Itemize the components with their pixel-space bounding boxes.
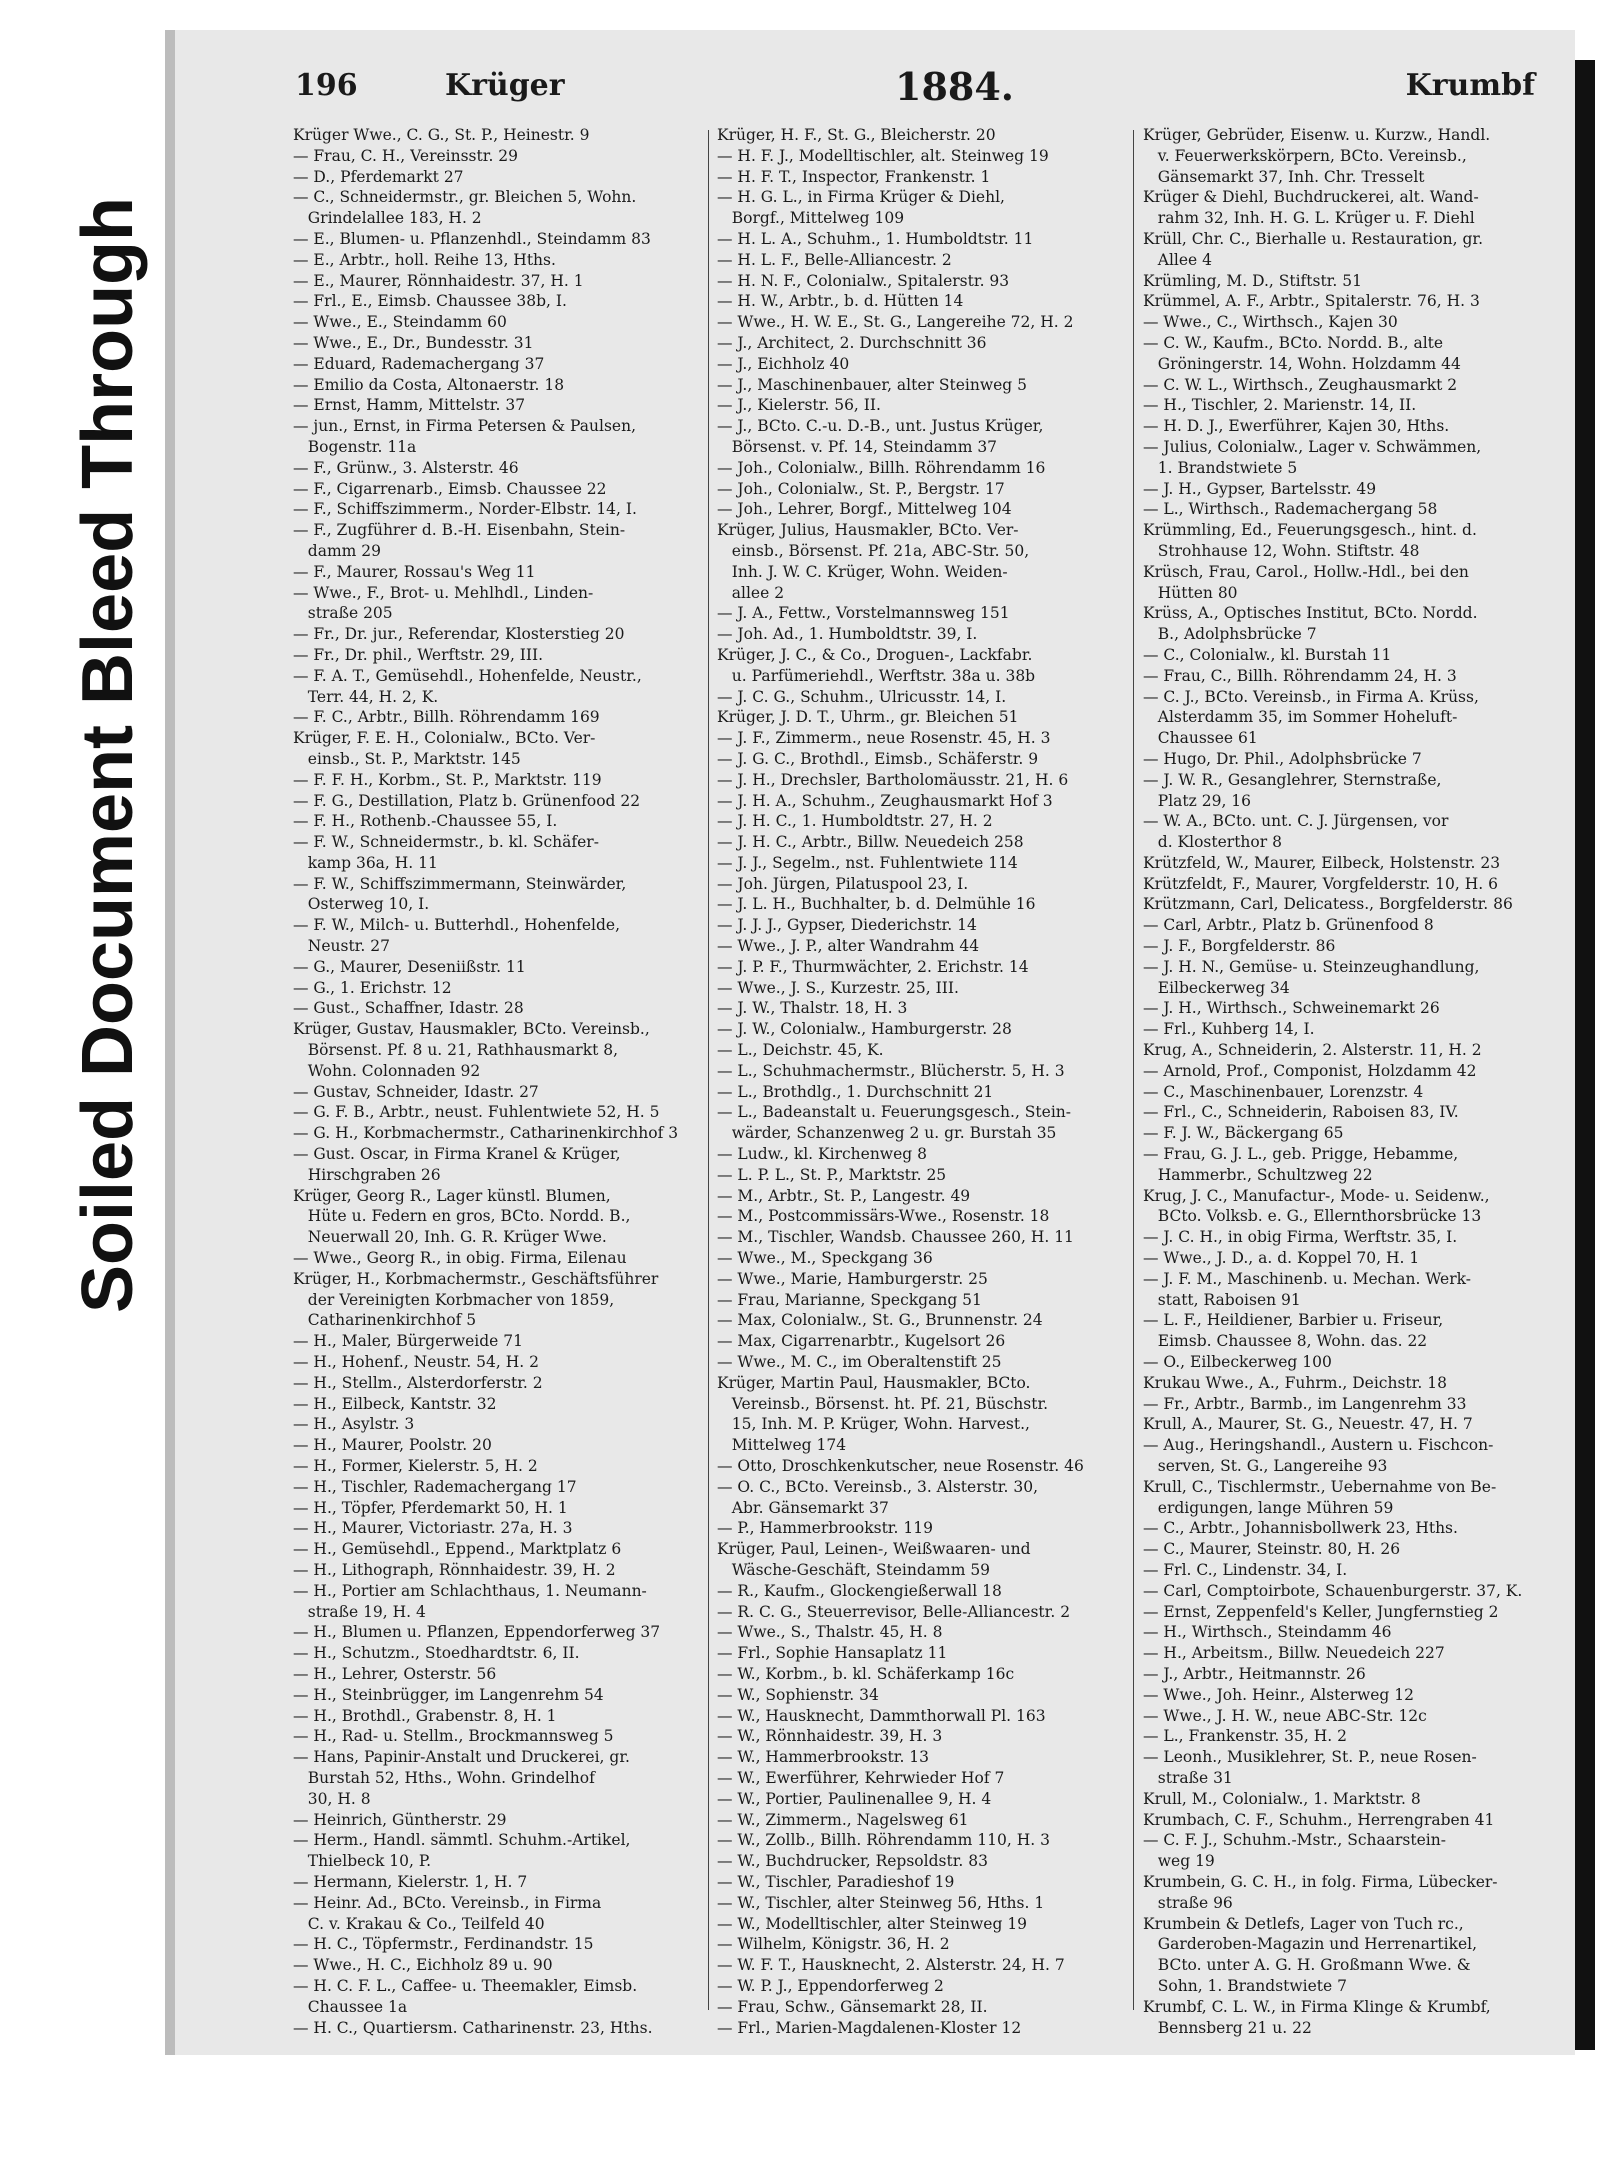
directory-entry: — H. F. J., Modelltischler, alt. Steinweg 19 (717, 146, 1049, 165)
directory-entry: — Wwe., C., Wirthsch., Kajen 30 (1143, 313, 1398, 332)
directory-entry: — J. H., Drechsler, Bartholomäusstr. 21, H. 6 (717, 770, 1069, 789)
directory-entry: straße 205 (293, 604, 393, 623)
directory-entry: Börsenst. v. Pf. 14, Steindamm 37 (717, 437, 998, 456)
directory-entry: B., Adolphsbrücke 7 (1143, 625, 1317, 644)
directory-entry: — H., Steinbrügger, im Langenrehm 54 (293, 1685, 604, 1704)
directory-entry: — Ernst, Hamm, Mittelstr. 37 (293, 396, 526, 415)
directory-entry: — Aug., Heringshandl., Austern u. Fischcon- (1143, 1436, 1494, 1455)
directory-entry: Krug, J. C., Manufactur-, Mode- u. Seidenw., (1143, 1186, 1490, 1205)
directory-entry: — Ernst, Zeppenfeld's Keller, Jungfernstieg 2 (1143, 1602, 1499, 1621)
page-edge-shadow (1575, 60, 1595, 2050)
directory-entry: einsb., Börsenst. Pf. 21a, ABC-Str. 50, (717, 541, 1030, 560)
directory-entry: — Gust., Schaffner, Idastr. 28 (293, 999, 524, 1018)
directory-entry: — Leonh., Musiklehrer, St. P., neue Rosen- (1143, 1748, 1477, 1767)
directory-entry: Wäsche-Geschäft, Steindamm 59 (717, 1560, 991, 1579)
directory-entry: — L., Brothdlg., 1. Durchschnitt 21 (717, 1082, 994, 1101)
directory-entry: — J. H. N., Gemüse- u. Steinzeughandlung, (1143, 957, 1480, 976)
directory-entry: — Wwe., M., Speckgang 36 (717, 1249, 933, 1268)
side-watermark-text: Soiled Document Bleed Through (68, 196, 149, 1314)
directory-entry: — R., Kaufm., Glockengießerwall 18 (717, 1581, 1002, 1600)
directory-entry: — M., Arbtr., St. P., Langestr. 49 (717, 1186, 971, 1205)
directory-entry: Krümmel, A. F., Arbtr., Spitalerstr. 76, H. 3 (1143, 292, 1480, 311)
directory-entry: — W., Zollb., Billh. Röhrendamm 110, H. 3 (717, 1831, 1050, 1850)
directory-entry: Chaussee 1a (293, 1997, 408, 2016)
directory-entry: — J. J. J., Gypser, Diederichstr. 14 (717, 916, 977, 935)
directory-entry: — D., Pferdemarkt 27 (293, 167, 464, 186)
directory-entry: — Frau, G. J. L., geb. Prigge, Hebamme, (1143, 1145, 1459, 1164)
directory-entry: — W. P. J., Eppendorferweg 2 (717, 1976, 944, 1995)
directory-entry: — F. W., Milch- u. Butterhdl., Hohenfelde, (293, 916, 621, 935)
directory-entry: Krüger, Gustav, Hausmakler, BCto. Vereinsb., (293, 1020, 650, 1039)
directory-entry: Krüsch, Frau, Carol., Hollw.-Hdl., bei den (1143, 562, 1469, 581)
directory-entry: BCto. unter A. G. H. Großmann Wwe. & (1143, 1956, 1471, 1975)
directory-page (165, 30, 1575, 2055)
directory-entry: — Wilhelm, Königstr. 36, H. 2 (717, 1935, 950, 1954)
directory-entry: — H. N. F., Colonialw., Spitalerstr. 93 (717, 271, 1010, 290)
directory-entry: — Wwe., E., Dr., Bundesstr. 31 (293, 333, 534, 352)
directory-entry: — E., Blumen- u. Pflanzenhdl., Steindamm 83 (293, 229, 651, 248)
directory-entry: Wohn. Colonnaden 92 (293, 1061, 481, 1080)
directory-entry: rahm 32, Inh. H. G. L. Krüger u. F. Diehl (1143, 209, 1475, 228)
directory-entry: Krüger, J. C., & Co., Droguen-, Lackfabr. (717, 645, 1033, 664)
directory-entry: — Max, Cigarrenarbtr., Kugelsort 26 (717, 1332, 1006, 1351)
directory-entry: — Wwe., S., Thalstr. 45, H. 8 (717, 1623, 943, 1642)
directory-entry: — Hermann, Kielerstr. 1, H. 7 (293, 1872, 528, 1891)
directory-entry: C. v. Krakau & Co., Teilfeld 40 (293, 1914, 545, 1933)
directory-entry: Inh. J. W. C. Krüger, Wohn. Weiden- (717, 562, 1008, 581)
directory-entry: — H. L. F., Belle-Alliancestr. 2 (717, 250, 952, 269)
directory-entry: 1. Brandstwiete 5 (1143, 458, 1298, 477)
directory-entry: — W., Zimmerm., Nagelsweg 61 (717, 1810, 969, 1829)
directory-entry: — Wwe., E., Steindamm 60 (293, 313, 507, 332)
directory-entry: Krumbein, G. C. H., in folg. Firma, Lübecker- (1143, 1872, 1498, 1891)
directory-entry: — F., Grünw., 3. Alsterstr. 46 (293, 458, 519, 477)
directory-entry: — R. C. G., Steuerrevisor, Belle-Alliancestr. 2 (717, 1602, 1071, 1621)
column-divider (708, 130, 709, 2010)
directory-entry: — H. C., Töpfermstr., Ferdinandstr. 15 (293, 1935, 594, 1954)
column-divider (1133, 130, 1134, 2010)
directory-entry: Krull, M., Colonialw., 1. Marktstr. 8 (1143, 1789, 1421, 1808)
directory-entry: — J. G. C., Brothdl., Eimsb., Schäferstr. 9 (717, 749, 1039, 768)
directory-entry: — W., Portier, Paulinenallee 9, H. 4 (717, 1789, 992, 1808)
directory-entry: Hütten 80 (1143, 583, 1238, 602)
directory-entry: Thielbeck 10, P. (293, 1852, 432, 1871)
directory-entry: kamp 36a, H. 11 (293, 853, 438, 872)
directory-entry: — H., Rad- u. Stellm., Brockmannsweg 5 (293, 1727, 614, 1746)
directory-entry: — Wwe., F., Brot- u. Mehlhdl., Linden- (293, 583, 594, 602)
directory-entry: — J., Arbtr., Heitmannstr. 26 (1143, 1664, 1366, 1683)
directory-entry: — Heinr. Ad., BCto. Vereinsb., in Firma (293, 1893, 602, 1912)
directory-entry: — J. W., Colonialw., Hamburgerstr. 28 (717, 1020, 1012, 1039)
directory-entry: — F. A. T., Gemüsehdl., Hohenfelde, Neustr., (293, 666, 642, 685)
directory-entry: — Ludw., kl. Kirchenweg 8 (717, 1145, 927, 1164)
directory-entry: Krümling, M. D., Stiftstr. 51 (1143, 271, 1362, 290)
directory-entry: — F., Zugführer d. B.-H. Eisenbahn, Stein- (293, 521, 626, 540)
directory-entry: — M., Postcommissärs-Wwe., Rosenstr. 18 (717, 1207, 1050, 1226)
directory-entry: — Max, Colonialw., St. G., Brunnenstr. 24 (717, 1311, 1043, 1330)
directory-entry: — H., Portier am Schlachthaus, 1. Neumann- (293, 1581, 647, 1600)
directory-entry: — H. G. L., in Firma Krüger & Diehl, (717, 188, 1005, 207)
directory-entry: — Joh., Colonialw., St. P., Bergstr. 17 (717, 479, 1005, 498)
directory-entry: — Herm., Handl. sämmtl. Schuhm.-Artikel, (293, 1831, 631, 1850)
directory-entry: — Frau, C., Billh. Röhrendamm 24, H. 3 (1143, 666, 1457, 685)
directory-entry: — Arnold, Prof., Componist, Holzdamm 42 (1143, 1061, 1477, 1080)
directory-entry: — P., Hammerbrookstr. 119 (717, 1519, 933, 1538)
directory-entry: — Frl., Marien-Magdalenen-Kloster 12 (717, 2018, 1022, 2037)
directory-entry: — Joh. Ad., 1. Humboldtstr. 39, I. (717, 625, 978, 644)
directory-entry: — J., Maschinenbauer, alter Steinweg 5 (717, 375, 1027, 394)
directory-entry: — Emilio da Costa, Altonaerstr. 18 (293, 375, 565, 394)
directory-entry: Krull, C., Tischlermstr., Uebernahme von Be- (1143, 1477, 1497, 1496)
directory-entry: 15, Inh. M. P. Krüger, Wohn. Harvest., (717, 1415, 1030, 1434)
directory-entry: — L. F., Heildiener, Barbier u. Friseur, (1143, 1311, 1444, 1330)
directory-entry: — H. C., Quartiersm. Catharinenstr. 23, Hths. (293, 2018, 653, 2037)
directory-entry: — H., Schutzm., Stoedhardtstr. 6, II. (293, 1644, 580, 1663)
directory-entry: — J., BCto. C.-u. D.-B., unt. Justus Krüger, (717, 417, 1044, 436)
directory-entry: Börsenst. Pf. 8 u. 21, Rathhausmarkt 8, (293, 1041, 619, 1060)
directory-entry: wärder, Schanzenweg 2 u. gr. Burstah 35 (717, 1124, 1057, 1143)
directory-entry: — O. C., BCto. Vereinsb., 3. Alsterstr. 30, (717, 1477, 1038, 1496)
directory-entry: — L., Badeanstalt u. Feuerungsgesch., Stein- (717, 1103, 1072, 1122)
directory-entry: Krümmling, Ed., Feuerungsgesch., hint. d. (1143, 521, 1477, 540)
directory-entry: — L., Frankenstr. 35, H. 2 (1143, 1727, 1347, 1746)
directory-entry: — W., Sophienstr. 34 (717, 1685, 879, 1704)
directory-entry: Allee 4 (1143, 250, 1213, 269)
directory-entry: — Frau, Marianne, Speckgang 51 (717, 1290, 982, 1309)
directory-entry: — H., Brothdl., Grabenstr. 8, H. 1 (293, 1706, 557, 1725)
directory-column-middle (717, 125, 1135, 2038)
directory-entry: — jun., Ernst, in Firma Petersen & Paulsen, (293, 417, 637, 436)
directory-entry: 30, H. 8 (293, 1789, 371, 1808)
running-head-year: 1884. (895, 64, 1014, 109)
directory-entry: Krüger, H., Korbmachermstr., Geschäftsführer (293, 1269, 659, 1288)
directory-entry: — H., Gemüsehdl., Eppend., Marktplatz 6 (293, 1540, 622, 1559)
directory-entry: — Wwe., M. C., im Oberaltenstift 25 (717, 1353, 1002, 1372)
directory-entry: — J. F., Zimmerm., neue Rosenstr. 45, H. 3 (717, 729, 1051, 748)
directory-entry: — J. L. H., Buchhalter, b. d. Delmühle 16 (717, 895, 1036, 914)
directory-entry: — Wwe., Joh. Heinr., Alsterweg 12 (1143, 1685, 1415, 1704)
directory-entry: — Frl. C., Lindenstr. 34, I. (1143, 1560, 1348, 1579)
directory-entry: — H., Maurer, Poolstr. 20 (293, 1436, 492, 1455)
directory-entry: — F. H., Rothenb.-Chaussee 55, I. (293, 812, 558, 831)
directory-entry: — Carl, Arbtr., Platz b. Grünenfood 8 (1143, 916, 1434, 935)
directory-entry: Eimsb. Chaussee 8, Wohn. das. 22 (1143, 1332, 1428, 1351)
directory-entry: — Wwe., Marie, Hamburgerstr. 25 (717, 1269, 988, 1288)
directory-entry: der Vereinigten Korbmacher von 1859, (293, 1290, 615, 1309)
directory-entry: — J. F., Borgfelderstr. 86 (1143, 937, 1336, 956)
directory-entry: Krüger, Paul, Leinen-, Weißwaaren- und (717, 1540, 1031, 1559)
directory-entry: — Eduard, Rademachergang 37 (293, 354, 545, 373)
directory-entry: — G., Maurer, Deseniißstr. 11 (293, 957, 526, 976)
directory-entry: — C., Maschinenbauer, Lorenzstr. 4 (1143, 1082, 1424, 1101)
directory-entry: — H., Tischler, Rademachergang 17 (293, 1477, 577, 1496)
side-watermark-label (48, 160, 168, 1350)
directory-entry: — Gust. Oscar, in Firma Kranel & Krüger, (293, 1145, 621, 1164)
directory-entry: Krüss, A., Optisches Institut, BCto. Nordd. (1143, 604, 1478, 623)
directory-entry: straße 19, H. 4 (293, 1602, 426, 1621)
directory-entry: — J. H., Wirthsch., Schweinemarkt 26 (1143, 999, 1440, 1018)
directory-entry: — Frl., Kuhberg 14, I. (1143, 1020, 1315, 1039)
directory-entry: Gröningerstr. 14, Wohn. Holzdamm 44 (1143, 354, 1461, 373)
directory-entry: Abr. Gänsemarkt 37 (717, 1498, 889, 1517)
directory-entry: — H., Töpfer, Pferdemarkt 50, H. 1 (293, 1498, 568, 1517)
directory-entry: — Julius, Colonialw., Lager v. Schwämmen, (1143, 437, 1482, 456)
running-head (295, 58, 1545, 118)
directory-entry: straße 31 (1143, 1768, 1233, 1787)
directory-entry: — H., Hohenf., Neustr. 54, H. 2 (293, 1353, 539, 1372)
directory-entry: Krüger, Julius, Hausmakler, BCto. Ver- (717, 521, 1019, 540)
running-head-right-word: Krumbf (1405, 68, 1535, 103)
directory-entry: — J., Kielerstr. 56, II. (717, 396, 881, 415)
directory-entry: — F. F. H., Korbm., St. P., Marktstr. 119 (293, 770, 602, 789)
directory-entry: Gänsemarkt 37, Inh. Chr. Tresselt (1143, 167, 1425, 186)
directory-entry: — H., Lithograph, Rönnhaidestr. 39, H. 2 (293, 1560, 616, 1579)
directory-entry: Bogenstr. 11a (293, 437, 417, 456)
directory-entry: straße 96 (1143, 1893, 1233, 1912)
directory-entry: — F. W., Schneidermstr., b. kl. Schäfer- (293, 833, 599, 852)
directory-entry: — O., Eilbeckerweg 100 (1143, 1353, 1332, 1372)
directory-entry: v. Feuerwerkskörpern, BCto. Vereinsb., (1143, 146, 1467, 165)
directory-entry: — W., Buchdrucker, Repsoldstr. 83 (717, 1852, 988, 1871)
directory-entry: — J., Eichholz 40 (717, 354, 850, 373)
directory-entry: — Wwe., H. W. E., St. G., Langereihe 72, H. 2 (717, 313, 1074, 332)
directory-entry: Neuerwall 20, Inh. G. R. Krüger Wwe. (293, 1228, 607, 1247)
directory-entry: — Joh., Lehrer, Borgf., Mittelweg 104 (717, 500, 1012, 519)
directory-entry: — Wwe., Georg R., in obig. Firma, Eilenau (293, 1249, 627, 1268)
directory-entry: — Fr., Dr. phil., Werftstr. 29, III. (293, 645, 544, 664)
directory-entry: — C. J., BCto. Vereinsb., in Firma A. Krüss, (1143, 687, 1479, 706)
directory-entry: — C., Arbtr., Johannisbollwerk 23, Hths. (1143, 1519, 1458, 1538)
directory-entry: Borgf., Mittelweg 109 (717, 209, 905, 228)
directory-entry: — J. F. M., Maschinenb. u. Mechan. Werk- (1143, 1269, 1471, 1288)
directory-entry: — J. H. C., 1. Humboldtstr. 27, H. 2 (717, 812, 993, 831)
directory-entry: — C., Schneidermstr., gr. Bleichen 5, Wohn. (293, 188, 637, 207)
directory-entry: Krüger, Georg R., Lager künstl. Blumen, (293, 1186, 611, 1205)
directory-entry: — H. L. A., Schuhm., 1. Humboldtstr. 11 (717, 229, 1034, 248)
directory-entry: — J. H., Gypser, Bartelsstr. 49 (1143, 479, 1377, 498)
directory-entry: Krukau Wwe., A., Fuhrm., Deichstr. 18 (1143, 1373, 1447, 1392)
directory-entry: Mittelweg 174 (717, 1436, 847, 1455)
directory-entry: Krug, A., Schneiderin, 2. Alsterstr. 11, H. 2 (1143, 1041, 1482, 1060)
directory-entry: — Hugo, Dr. Phil., Adolphsbrücke 7 (1143, 749, 1422, 768)
directory-entry: Garderoben-Magazin und Herrenartikel, (1143, 1935, 1478, 1954)
directory-entry: — F., Cigarrenarb., Eimsb. Chaussee 22 (293, 479, 607, 498)
directory-entry: — H., Stellm., Alsterdorferstr. 2 (293, 1373, 543, 1392)
directory-entry: Krull, A., Maurer, St. G., Neuestr. 47, H. 7 (1143, 1415, 1473, 1434)
directory-entry: — G. F. B., Arbtr., neust. Fuhlentwiete 52, H. 5 (293, 1103, 660, 1122)
directory-entry: Krützmann, Carl, Delicatess., Borgfelderstr. 86 (1143, 895, 1513, 914)
directory-entry: weg 19 (1143, 1852, 1215, 1871)
directory-entry: — H. C. F. L., Caffee- u. Theemakler, Eimsb. (293, 1976, 638, 1995)
directory-entry: Burstah 52, Hths., Wohn. Grindelhof (293, 1768, 595, 1787)
directory-entry: — Wwe., J. P., alter Wandrahm 44 (717, 937, 980, 956)
directory-entry: erdigungen, lange Mühren 59 (1143, 1498, 1394, 1517)
directory-entry: — J. W. R., Gesanglehrer, Sternstraße, (1143, 770, 1442, 789)
directory-entry: — H., Maler, Bürgerweide 71 (293, 1332, 523, 1351)
directory-entry: — H. W., Arbtr., b. d. Hütten 14 (717, 292, 964, 311)
directory-entry: — Frl., C., Schneiderin, Raboisen 83, IV. (1143, 1103, 1459, 1122)
directory-entry: — Wwe., H. C., Eichholz 89 u. 90 (293, 1956, 553, 1975)
directory-entry: einsb., St. P., Marktstr. 145 (293, 749, 521, 768)
directory-entry: — E., Arbtr., holl. Reihe 13, Hths. (293, 250, 556, 269)
directory-entry: — H., Tischler, 2. Marienstr. 14, II. (1143, 396, 1417, 415)
directory-entry: — H., Maurer, Victoriastr. 27a, H. 3 (293, 1519, 573, 1538)
directory-entry: — Gustav, Schneider, Idastr. 27 (293, 1082, 539, 1101)
directory-entry: — C., Colonialw., kl. Burstah 11 (1143, 645, 1392, 664)
directory-entry: Krüger, Gebrüder, Eisenw. u. Kurzw., Handl. (1143, 126, 1491, 144)
directory-entry: — F. G., Destillation, Platz b. Grünenfood 22 (293, 791, 641, 810)
directory-entry: — Frau, C. H., Vereinsstr. 29 (293, 146, 519, 165)
directory-entry: — C. F. J., Schuhm.-Mstr., Schaarstein- (1143, 1831, 1446, 1850)
directory-entry: Chaussee 61 (1143, 729, 1258, 748)
directory-entry: — J. H. C., Arbtr., Billw. Neuedeich 258 (717, 833, 1024, 852)
directory-entry: — W., Rönnhaidestr. 39, H. 3 (717, 1727, 943, 1746)
directory-entry: statt, Raboisen 91 (1143, 1290, 1301, 1309)
directory-entry: — F. W., Schiffszimmermann, Steinwärder, (293, 874, 627, 893)
directory-entry: — H., Eilbeck, Kantstr. 32 (293, 1394, 497, 1413)
directory-entry: d. Klosterthor 8 (1143, 833, 1282, 852)
directory-entry: — F., Schiffszimmerm., Norder-Elbstr. 14, I. (293, 500, 637, 519)
directory-entry: Sohn, 1. Brandstwiete 7 (1143, 1976, 1347, 1995)
directory-entry: Krumbein & Detlefs, Lager von Tuch rc., (1143, 1914, 1464, 1933)
directory-entry: Eilbeckerweg 34 (1143, 978, 1290, 997)
directory-entry: — Otto, Droschkenkutscher, neue Rosenstr. 46 (717, 1457, 1084, 1475)
directory-entry: — Frl., Sophie Hansaplatz 11 (717, 1644, 948, 1663)
directory-entry: Krüll, Chr. C., Bierhalle u. Restauration, gr. (1143, 229, 1484, 248)
directory-entry: — G. H., Korbmachermstr., Catharinenkirchhof 3 (293, 1124, 679, 1143)
directory-entry: — F. C., Arbtr., Billh. Röhrendamm 169 (293, 708, 600, 727)
directory-entry: — W., Tischler, alter Steinweg 56, Hths. 1 (717, 1893, 1045, 1912)
directory-entry: damm 29 (293, 541, 381, 560)
directory-entry: — W., Ewerführer, Kehrwieder Hof 7 (717, 1768, 1005, 1787)
directory-entry: — J. A., Fettw., Vorstelmannsweg 151 (717, 604, 1010, 623)
directory-entry: Alsterdamm 35, im Sommer Hoheluft- (1143, 708, 1458, 727)
directory-entry: — Fr., Dr. jur., Referendar, Klosterstieg 20 (293, 625, 625, 644)
directory-entry: Krüger, J. D. T., Uhrm., gr. Bleichen 51 (717, 708, 1019, 727)
directory-entry: — W., Modelltischler, alter Steinweg 19 (717, 1914, 1028, 1933)
directory-column-left (293, 125, 711, 2038)
directory-entry: Krüger Wwe., C. G., St. P., Heinestr. 9 (293, 126, 590, 144)
directory-entry: — H., Asylstr. 3 (293, 1415, 415, 1434)
directory-entry: — L. P. L., St. P., Marktstr. 25 (717, 1165, 947, 1184)
directory-entry: — J. P. F., Thurmwächter, 2. Erichstr. 14 (717, 957, 1029, 976)
directory-entry: — W. A., BCto. unt. C. J. Jürgensen, vor (1143, 812, 1449, 831)
directory-column-right (1143, 125, 1561, 2038)
directory-entry: — W. F. T., Hausknecht, 2. Alsterstr. 24, H. 7 (717, 1956, 1065, 1975)
directory-entry: Krumbach, C. F., Schuhm., Herrengraben 41 (1143, 1810, 1495, 1829)
directory-entry: — E., Maurer, Rönnhaidestr. 37, H. 1 (293, 271, 584, 290)
directory-entry: — J. H. A., Schuhm., Zeughausmarkt Hof 3 (717, 791, 1053, 810)
directory-entry: Krüger, H. F., St. G., Bleicherstr. 20 (717, 126, 996, 144)
directory-entry: — H. D. J., Ewerführer, Kajen 30, Hths. (1143, 417, 1450, 436)
directory-entry: Terr. 44, H. 2, K. (293, 687, 439, 706)
directory-entry: Krumbf, C. L. W., in Firma Klinge & Krumbf, (1143, 1997, 1491, 2016)
directory-entry: — H., Former, Kielerstr. 5, H. 2 (293, 1457, 538, 1475)
directory-entry: — J. C. H., in obig Firma, Werftstr. 35, I. (1143, 1228, 1458, 1247)
directory-entry: — W., Hausknecht, Dammthorwall Pl. 163 (717, 1706, 1046, 1725)
directory-entry: — H., Wirthsch., Steindamm 46 (1143, 1623, 1392, 1642)
directory-entry: — F., Maurer, Rossau's Weg 11 (293, 562, 536, 581)
directory-entry: — Joh., Colonialw., Billh. Röhrendamm 16 (717, 458, 1046, 477)
directory-entry: — L., Schuhmachermstr., Blücherstr. 5, H. 3 (717, 1061, 1065, 1080)
directory-entry: — F. J. W., Bäckergang 65 (1143, 1124, 1344, 1143)
directory-entry: — Wwe., J. H. W., neue ABC-Str. 12c (1143, 1706, 1427, 1725)
directory-entry: — W., Tischler, Paradieshof 19 (717, 1872, 955, 1891)
directory-entry: — Heinrich, Güntherstr. 29 (293, 1810, 507, 1829)
directory-entry: Krüger, Martin Paul, Hausmakler, BCto. (717, 1373, 1031, 1392)
directory-entry: — Fr., Arbtr., Barmb., im Langenrehm 33 (1143, 1394, 1467, 1413)
directory-entry: — C. W., Kaufm., BCto. Nordd. B., alte (1143, 333, 1444, 352)
directory-entry: — H. F. T., Inspector, Frankenstr. 1 (717, 167, 991, 186)
directory-entry: — J. W., Thalstr. 18, H. 3 (717, 999, 908, 1018)
directory-entry: — Frl., E., Eimsb. Chaussee 38b, I. (293, 292, 567, 311)
directory-entry: — W., Korbm., b. kl. Schäferkamp 16c (717, 1664, 1015, 1683)
directory-entry: — C. W. L., Wirthsch., Zeughausmarkt 2 (1143, 375, 1458, 394)
running-head-left-word: Krüger (445, 68, 565, 103)
directory-entry: Strohhause 12, Wohn. Stiftstr. 48 (1143, 541, 1420, 560)
directory-entry: — M., Tischler, Wandsb. Chaussee 260, H. 11 (717, 1228, 1074, 1247)
directory-entry: Krüger & Diehl, Buchdruckerei, alt. Wand- (1143, 188, 1479, 207)
directory-entry: Grindelallee 183, H. 2 (293, 209, 482, 228)
directory-entry: Osterweg 10, I. (293, 895, 430, 914)
directory-entry: Bennsberg 21 u. 22 (1143, 2018, 1312, 2037)
directory-entry: Krützfeld, W., Maurer, Eilbeck, Holstenstr. 23 (1143, 853, 1501, 872)
directory-entry: — H., Lehrer, Osterstr. 56 (293, 1664, 497, 1683)
directory-entry: — Frau, Schw., Gänsemarkt 28, II. (717, 1997, 988, 2016)
directory-entry: — H., Arbeitsm., Billw. Neuedeich 227 (1143, 1644, 1445, 1663)
directory-entry: — Wwe., J. D., a. d. Koppel 70, H. 1 (1143, 1249, 1420, 1268)
directory-entry: — G., 1. Erichstr. 12 (293, 978, 452, 997)
directory-entry: Platz 29, 16 (1143, 791, 1252, 810)
directory-entry: Catharinenkirchhof 5 (293, 1311, 477, 1330)
directory-entry: Krützfeldt, F., Maurer, Vorgfelderstr. 10, H. 6 (1143, 874, 1498, 893)
directory-entry: BCto. Volksb. e. G., Ellernthorsbrücke 13 (1143, 1207, 1482, 1226)
directory-entry: Neustr. 27 (293, 937, 390, 956)
directory-entry: — L., Wirthsch., Rademachergang 58 (1143, 500, 1438, 519)
directory-entry: u. Parfümeriehdl., Werftstr. 38a u. 38b (717, 666, 1036, 685)
directory-entry: — H., Blumen u. Pflanzen, Eppendorferweg 37 (293, 1623, 661, 1642)
directory-entry: Hammerbr., Schultzweg 22 (1143, 1165, 1373, 1184)
directory-entry: — W., Hammerbrookstr. 13 (717, 1748, 930, 1767)
directory-entry: — J. J., Segelm., nst. Fuhlentwiete 114 (717, 853, 1018, 872)
directory-entry: — C., Maurer, Steinstr. 80, H. 26 (1143, 1540, 1401, 1559)
directory-entry: Hirschgraben 26 (293, 1165, 441, 1184)
directory-entry: — J., Architect, 2. Durchschnitt 36 (717, 333, 987, 352)
directory-entry: Vereinsb., Börsenst. ht. Pf. 21, Büschstr. (717, 1394, 1049, 1413)
directory-entry: Krüger, F. E. H., Colonialw., BCto. Ver- (293, 729, 596, 748)
directory-entry: — Hans, Papinir-Anstalt und Druckerei, gr. (293, 1748, 630, 1767)
directory-entry: — Wwe., J. S., Kurzestr. 25, III. (717, 978, 959, 997)
directory-entry: Hüte u. Federn en gros, BCto. Nordd. B., (293, 1207, 631, 1226)
directory-entry: — L., Deichstr. 45, K. (717, 1041, 884, 1060)
directory-entry: — Carl, Comptoirbote, Schauenburgerstr. 37, K. (1143, 1581, 1523, 1600)
directory-entry: serven, St. G., Langereihe 93 (1143, 1457, 1388, 1475)
directory-entry: — J. C. G., Schuhm., Ulricusstr. 14, I. (717, 687, 1007, 706)
directory-entry: — Joh. Jürgen, Pilatuspool 23, I. (717, 874, 969, 893)
directory-entry: allee 2 (717, 583, 785, 602)
page-number: 196 (295, 68, 358, 103)
